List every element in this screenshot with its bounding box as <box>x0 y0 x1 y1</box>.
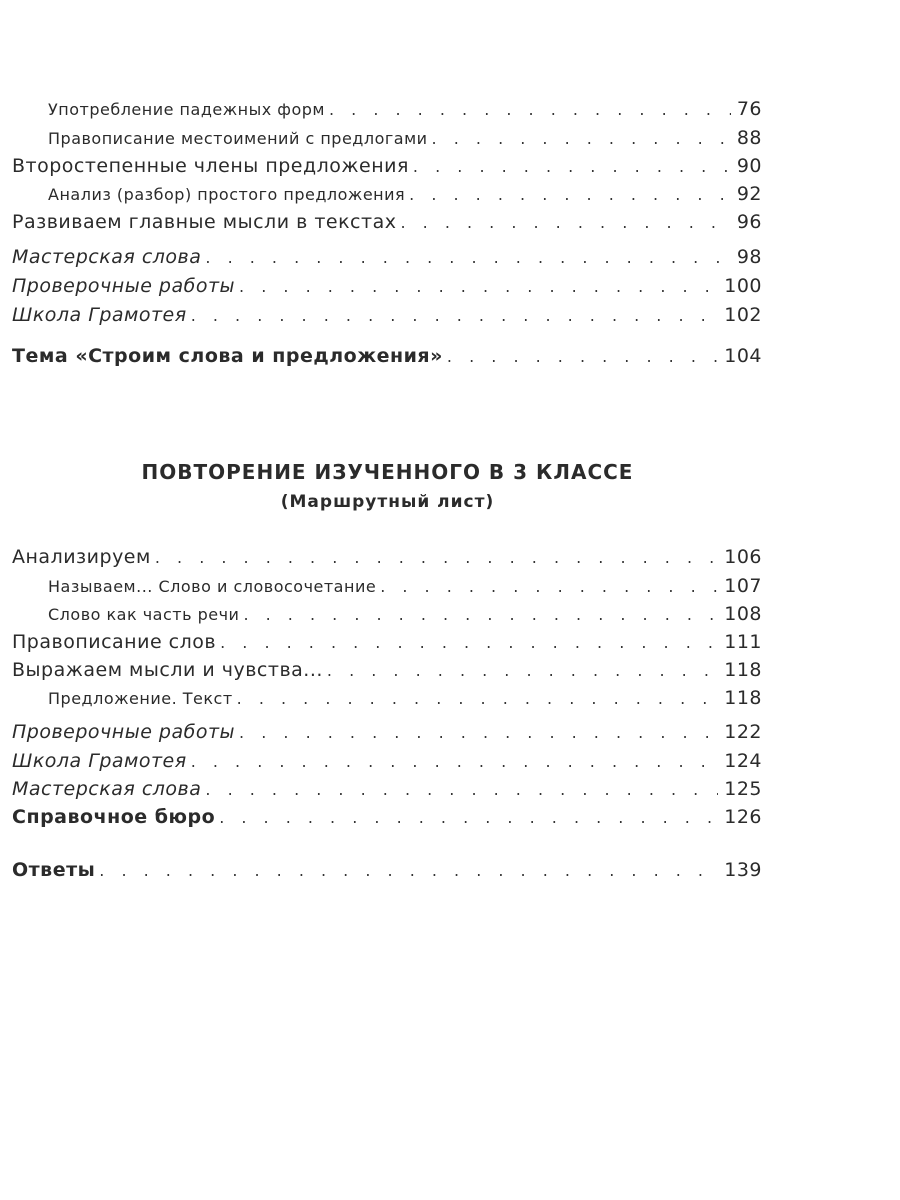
toc-entry-page: 125 <box>724 778 762 800</box>
toc-entry-page: 88 <box>736 127 762 149</box>
toc-entry-label: Мастерская слова <box>12 778 202 800</box>
toc-entry[interactable] <box>12 345 762 367</box>
toc-entry-label: Справочное бюро <box>12 806 216 828</box>
toc-entry-page: 100 <box>724 275 762 297</box>
toc-entry-page: 111 <box>724 631 762 653</box>
dot-leader <box>327 661 718 680</box>
toc-entry-label: Ответы <box>12 859 96 881</box>
dot-leader <box>239 277 718 296</box>
dot-leader <box>99 861 718 880</box>
toc-entry[interactable] <box>12 687 762 709</box>
toc-entry-page: 108 <box>724 603 762 625</box>
section-subtitle: (Маршрутный лист) <box>280 492 495 512</box>
toc-entry[interactable] <box>12 127 762 149</box>
toc-entry[interactable] <box>12 275 762 297</box>
toc-entry-page: 139 <box>724 859 762 881</box>
dot-leader <box>432 129 731 148</box>
dot-leader <box>380 577 718 596</box>
dot-leader <box>191 752 719 771</box>
toc-entry-page: 98 <box>736 246 762 268</box>
toc-entry-label: Проверочные работы <box>12 275 236 297</box>
dot-leader <box>205 248 730 267</box>
toc-entry[interactable] <box>12 721 762 743</box>
dot-leader <box>447 347 718 366</box>
toc-entry-label: Анализируем <box>12 546 151 568</box>
toc-entry-page: 102 <box>724 304 762 326</box>
toc-entry-label: Правописание местоимений с предлогами <box>48 129 428 148</box>
toc-entry-label: Анализ (разбор) простого предложения <box>48 185 406 204</box>
toc-entry[interactable] <box>12 211 762 233</box>
toc-entry-label: Второстепенные члены предложения <box>12 155 409 177</box>
dot-leader <box>155 548 718 567</box>
dot-leader <box>237 689 719 708</box>
dot-leader <box>205 780 718 799</box>
toc-entry[interactable] <box>12 183 762 205</box>
dot-leader <box>191 306 719 325</box>
toc-entry-label: Называем... Слово и словосочетание <box>48 577 377 596</box>
toc-entry[interactable] <box>12 246 762 268</box>
toc-entry[interactable] <box>12 631 762 653</box>
toc-entry-page: 90 <box>736 155 762 177</box>
toc-entry-label: Слово как часть речи <box>48 605 240 624</box>
toc-entry-page: 92 <box>736 183 762 205</box>
toc-entry-page: 118 <box>724 659 762 681</box>
toc-entry[interactable] <box>12 859 762 881</box>
toc-entry-page: 104 <box>724 345 762 367</box>
toc-entry[interactable] <box>12 778 762 800</box>
toc-entry[interactable] <box>12 750 762 772</box>
dot-leader <box>219 808 718 827</box>
toc-entry-label: Выражаем мысли и чувства... <box>12 659 323 681</box>
toc-entry-label: Развиваем главные мысли в текстах <box>12 211 397 233</box>
toc-entry-page: 124 <box>724 750 762 772</box>
toc-entry-page: 96 <box>736 211 762 233</box>
toc-entry-label: Употребление падежных форм <box>48 100 325 119</box>
dot-leader <box>329 100 731 119</box>
toc-entry[interactable] <box>12 98 762 120</box>
toc-entry-label: Школа Грамотея <box>12 304 187 326</box>
toc-entry-page: 76 <box>736 98 762 120</box>
dot-leader <box>239 723 718 742</box>
dot-leader <box>400 213 730 232</box>
toc-entry-label: Тема «Строим слова и предложения» <box>12 345 443 367</box>
toc-entry-label: Правописание слов <box>12 631 217 653</box>
section-title: ПОВТОРЕНИЕ ИЗУЧЕННОГО В 3 КЛАССЕ <box>141 460 634 484</box>
dot-leader <box>220 633 718 652</box>
toc-entry[interactable] <box>12 603 762 625</box>
toc-entry-page: 118 <box>724 687 762 709</box>
toc-entry[interactable] <box>12 304 762 326</box>
toc-entry[interactable] <box>12 659 762 681</box>
toc-entry[interactable] <box>12 546 762 568</box>
toc-entry[interactable] <box>12 155 762 177</box>
toc-entry-label: Предложение. Текст <box>48 689 233 708</box>
dot-leader <box>243 605 718 624</box>
toc-entry-label: Мастерская слова <box>12 246 202 268</box>
toc-entry[interactable] <box>12 806 762 828</box>
toc-entry-page: 106 <box>724 546 762 568</box>
toc-entry-label: Школа Грамотея <box>12 750 187 772</box>
toc-entry-page: 126 <box>724 806 762 828</box>
toc-entry-label: Проверочные работы <box>12 721 236 743</box>
dot-leader <box>409 185 731 204</box>
toc-entry-page: 107 <box>724 575 762 597</box>
toc-entry[interactable] <box>12 575 762 597</box>
toc-entry-page: 122 <box>724 721 762 743</box>
dot-leader <box>413 157 731 176</box>
